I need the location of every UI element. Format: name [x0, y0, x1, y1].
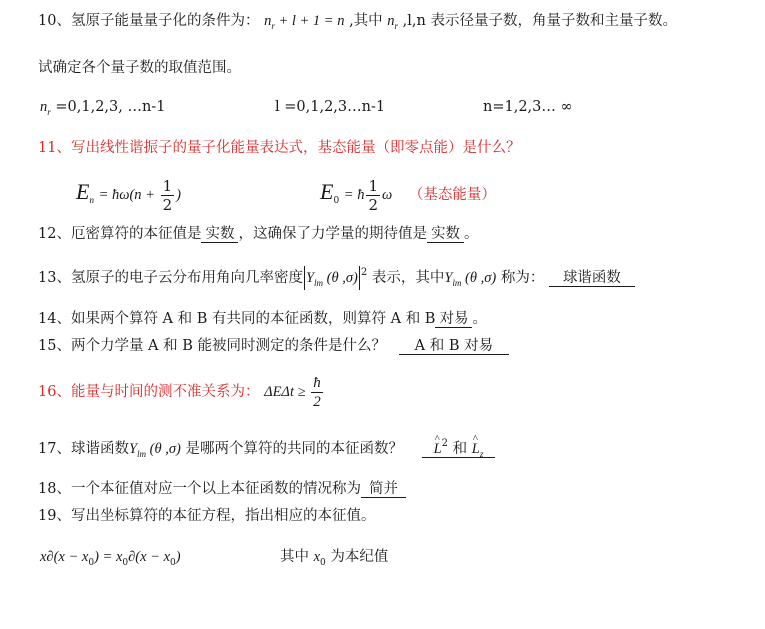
q10-text: 10、氢原子能量量子化的条件为：	[38, 13, 260, 29]
q10-formula: $n_r + l + 1 = n$	[264, 13, 345, 31]
ground-state-note: （基态能量）	[408, 187, 496, 203]
question-11: 11、写出线性谐振子的量子化能量表达式，基态能量（即零点能）是什么？	[38, 140, 521, 156]
q19-eigenvalue-note: 其中 $x_0$ 为本纪值	[280, 549, 389, 568]
question-10-sub: 试确定各个量子数的取值范围。	[38, 60, 241, 76]
question-15: 15、两个力学量 A 和 B 能被同时测定的条件是什么？ A 和 B 对易	[38, 335, 509, 357]
question-10: 10、氢原子能量量子化的条件为： $n_r + l + 1 = n$ ,其中 $n_r$ ,l,n 表示径量子数，角量子数和主量子数。	[38, 13, 677, 31]
question-12: 12、厄密算符的本征值是 实数 ，这确保了力学量的期待值是 实数 。	[38, 226, 479, 242]
l-range: l =0,1,2,3…n-1	[275, 99, 386, 115]
q14-answer: 对易	[435, 311, 472, 328]
half-fraction-2: $\frac{1}{2}$	[368, 176, 379, 214]
q15-answer: A 和 B 对易	[399, 338, 509, 355]
abs-bar-left	[304, 266, 305, 290]
question-14: 14、如果两个算符 A 和 B 有共同的本征函数，则算符 A 和 B 对易 。	[38, 311, 487, 327]
question-19: 19、写出坐标算符的本征方程，指出相应的本征值。	[38, 508, 376, 524]
q18-answer: 简并	[361, 481, 406, 498]
question-18: 18、一个本征值对应一个以上本征函数的情况称为 简并	[38, 478, 406, 500]
question-16: 16、能量与时间的测不准关系为： ΔEΔt ≥ $\frac{ħ}{2}$	[38, 370, 325, 414]
half-fraction: $\frac{1}{2}$	[162, 176, 173, 214]
question-17: 17、球谐函数$Y_{lm}$ (θ ,σ) 是哪两个算符的共同的本征函数？ ^ $L^2$ 和 ^ $L_z$	[38, 433, 495, 465]
uncertainty-relation: ΔEΔt ≥ $\frac{ħ}{2}$	[264, 375, 321, 411]
q13-answer: 球谐函数	[549, 270, 635, 287]
q10-nr: $n_r$	[387, 13, 399, 31]
abs-bar-right	[359, 266, 360, 290]
question-13: 13、氢原子的电子云分布用角向几率密度 $Y_{lm}$ (θ ,σ) $^2$ 表示，其中$Y_{lm}$ (θ ,σ) 称为： 球谐函数	[38, 262, 635, 294]
nr-range: $n_r =0,1,2,3$, …n-1	[40, 99, 166, 117]
q19-eigen-equation: $x\partial(x - x_0) = x_0\partial(x - x_0)$	[40, 549, 181, 568]
n-range: n=1,2,3… ∞	[483, 99, 573, 115]
q12-answer-2: 实数	[427, 226, 464, 243]
q11-zero-point-formula: $E_0$ = ħ $\frac{1}{2}$ ω （基态能量）	[320, 176, 496, 214]
q12-answer-1: 实数	[201, 226, 238, 243]
q11-energy-formula: $E_n$ = ħω(n + $\frac{1}{2}$ )	[76, 176, 181, 214]
q17-answer: ^ $L^2$ 和 ^ $L_z$	[422, 441, 496, 458]
